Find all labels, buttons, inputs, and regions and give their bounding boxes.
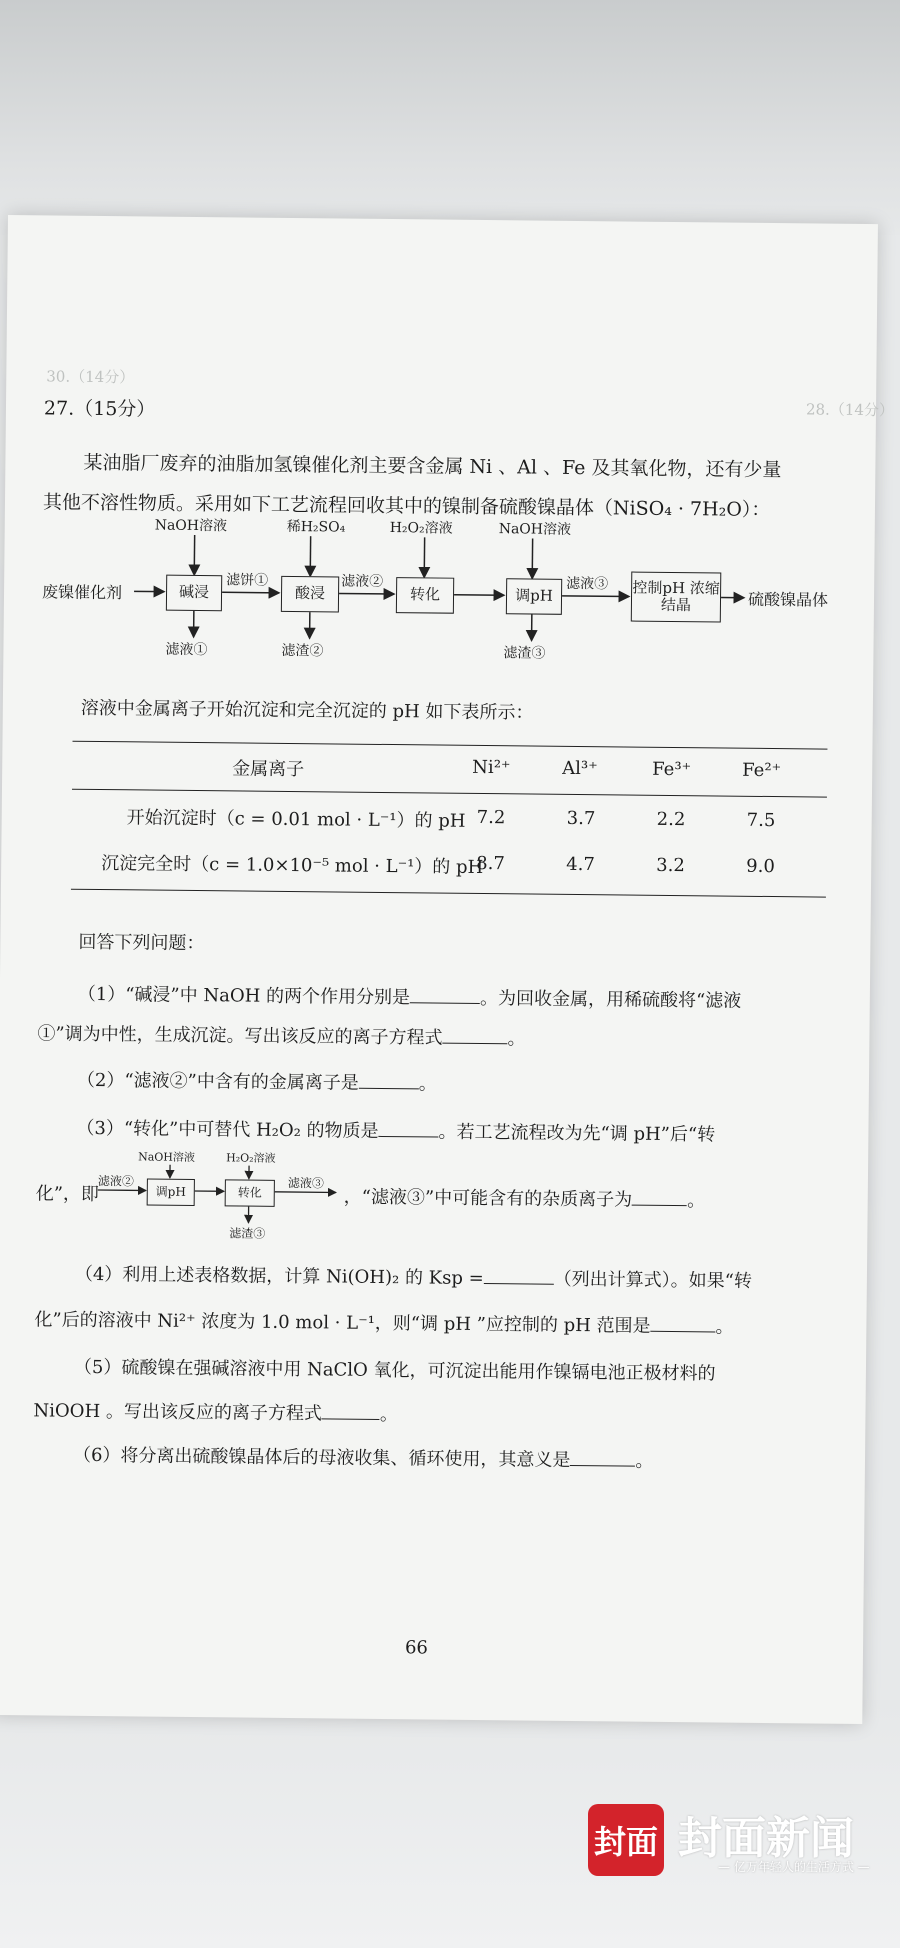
- flow-reagent-naoh: NaOH溶液: [154, 517, 228, 535]
- part-3-text: 。: [687, 1190, 706, 1212]
- answer-blank[interactable]: [651, 1313, 716, 1333]
- mini-flow-input: 滤液②: [97, 1173, 134, 1189]
- flow-filter-cake-1: 滤饼①: [226, 572, 269, 589]
- mini-flow-residue: 滤渣③: [229, 1226, 266, 1241]
- flow-product: 硫酸镍晶体: [747, 589, 829, 610]
- table-header-al: Al³⁺: [562, 757, 598, 780]
- flow-residue-3: 滤渣③: [503, 645, 546, 662]
- part-4-text: 。: [715, 1316, 734, 1338]
- page-number: 66: [404, 1637, 429, 1659]
- part-3-line-2b: [344, 1183, 706, 1213]
- flow-reagent-h2o2: H₂O₂溶液: [389, 520, 453, 537]
- table-cell: 9.0: [746, 855, 775, 878]
- table-cell: 4.7: [566, 853, 595, 876]
- answer-blank[interactable]: [632, 1187, 687, 1207]
- watermark-name: 封面新闻: [678, 1813, 854, 1864]
- bleed-through-text: 28.（14分）: [805, 400, 895, 420]
- watermark-logo: [588, 1800, 878, 1880]
- mini-flow-reagent-naoh: NaOH溶液: [138, 1150, 196, 1165]
- part-1-text: （1）“碱浸”中 NaOH 的两个作用分别是: [77, 983, 411, 1009]
- watermark-slogan: — 亿万年轻人的生活方式 —: [718, 1860, 870, 1874]
- part-3-line-2a: 化”，即: [35, 1183, 100, 1206]
- mini-flow-step-convert: 转化: [225, 1179, 275, 1207]
- intro-line-1: 某油脂厂废弃的油脂加氢镍催化剂主要含金属 Ni 、Al 、Fe 及其氧化物，还有少量: [83, 451, 782, 482]
- part-3-text: （3）“转化”中可替代 H₂O₂ 的物质是: [76, 1117, 379, 1142]
- part-6-text: 。: [635, 1450, 654, 1472]
- table-cell: 7.5: [746, 809, 776, 832]
- table-row-start-label: 开始沉淀时（c = 0.01 mol · L⁻¹）的 pH: [126, 807, 466, 832]
- flow-residue-2: 滤渣②: [281, 642, 324, 660]
- part-1-text: ①”调为中性，生成沉淀。写出该反应的离子方程式: [37, 1023, 443, 1049]
- flow-step-acid-leach: 酸浸: [281, 576, 339, 613]
- answer-blank[interactable]: [570, 1447, 635, 1467]
- flow-step-adjust-ph: 调pH: [506, 578, 562, 615]
- flow-filtrate-2: 滤液②: [341, 573, 384, 590]
- flow-step-alkali-leach: 碱浸: [166, 575, 222, 612]
- flow-feed: 废镍催化剂: [41, 582, 123, 603]
- table-caption: 溶液中金属离子开始沉淀和完全沉淀的 pH 如下表所示：: [80, 697, 534, 724]
- mini-flow-arrows: [0, 215, 878, 1324]
- background-top: [0, 0, 900, 235]
- part-4-text: （4）利用上述表格数据，计算 Ni(OH)₂ 的 Ksp =: [74, 1263, 484, 1290]
- watermark-badge: 封面: [588, 1804, 664, 1876]
- flow-reagent-naoh-2: NaOH溶液: [498, 521, 572, 538]
- table-cell: 7.2: [476, 806, 506, 829]
- table-cell: 3.7: [566, 807, 596, 830]
- flow-step-convert: 转化: [396, 577, 454, 614]
- part-3-text: ，“滤液③”中可能含有的杂质离子为: [343, 1186, 633, 1211]
- flow-reagent-h2so4: 稀H₂SO₄: [286, 518, 346, 536]
- intro-line-2: 其他不溶性物质。采用如下工艺流程回收其中的镍制备硫酸镍晶体（NiSO₄ · 7H₂O）：: [42, 491, 771, 521]
- answer-blank[interactable]: [484, 1265, 554, 1285]
- part-5-text: NiOOH 。写出该反应的离子方程式: [33, 1400, 323, 1425]
- question-score: （15分）: [74, 397, 156, 421]
- part-5-line-2: [33, 1396, 398, 1426]
- table-row-complete-label: 沉淀完全时（c = 1.0×10⁻⁵ mol · L⁻¹）的 pH: [101, 853, 484, 879]
- part-2-text: 。: [418, 1073, 437, 1095]
- table-cell: 3.2: [656, 854, 685, 877]
- part-5-text: 。: [379, 1403, 399, 1426]
- flow-residue-1: 滤液①: [165, 641, 208, 659]
- part-6-text: （6）将分离出硫酸镍晶体后的母液收集、循环使用，其意义是: [72, 1444, 571, 1471]
- part-4-text: 化”后的溶液中 Ni²⁺ 浓度为 1.0 mol · L⁻¹，则“调 pH ”应控制的 pH 范围是: [34, 1309, 651, 1337]
- flow-step-crystallize: 控制pH 浓缩结晶: [631, 572, 722, 623]
- part-6: [73, 1441, 654, 1473]
- mini-flow-output: 滤液③: [287, 1175, 324, 1191]
- table-header-ni: Ni²⁺: [472, 756, 511, 779]
- question-number: 27.: [43, 397, 75, 420]
- answer-prompt: 回答下列问题：: [78, 931, 205, 955]
- mini-flow-reagent-h2o2: H₂O₂溶液: [226, 1151, 276, 1165]
- table-header-ion: 金属离子: [232, 758, 305, 781]
- exam-page: [0, 215, 895, 1724]
- part-3-text: 。若工艺流程改为先“调 pH”后“转: [438, 1121, 716, 1146]
- mini-flow-step-adjust-ph: 调pH: [147, 1179, 195, 1207]
- answer-blank[interactable]: [322, 1400, 380, 1420]
- table-header-fe2: Fe²⁺: [742, 759, 782, 782]
- bleed-through-text: 30.（14分）: [46, 367, 135, 387]
- part-2-text: （2）“滤液②”中含有的金属离子是: [76, 1069, 359, 1094]
- part-1-text: 。为回收金属，用稀硫酸将“滤液: [479, 987, 742, 1012]
- table-cell: 2.2: [656, 808, 686, 831]
- part-4-text: （列出计算式）。如果“转: [553, 1268, 753, 1292]
- table-cell: 8.7: [476, 852, 505, 875]
- part-5-line-1: （5）硫酸镍在强碱溶液中用 NaClO 氧化，可沉淀出能用作镍镉电池正极材料的: [73, 1356, 716, 1385]
- table-header-fe3: Fe³⁺: [652, 758, 692, 781]
- part-1-text: 。: [507, 1028, 526, 1050]
- flow-filtrate-3: 滤液③: [566, 575, 609, 593]
